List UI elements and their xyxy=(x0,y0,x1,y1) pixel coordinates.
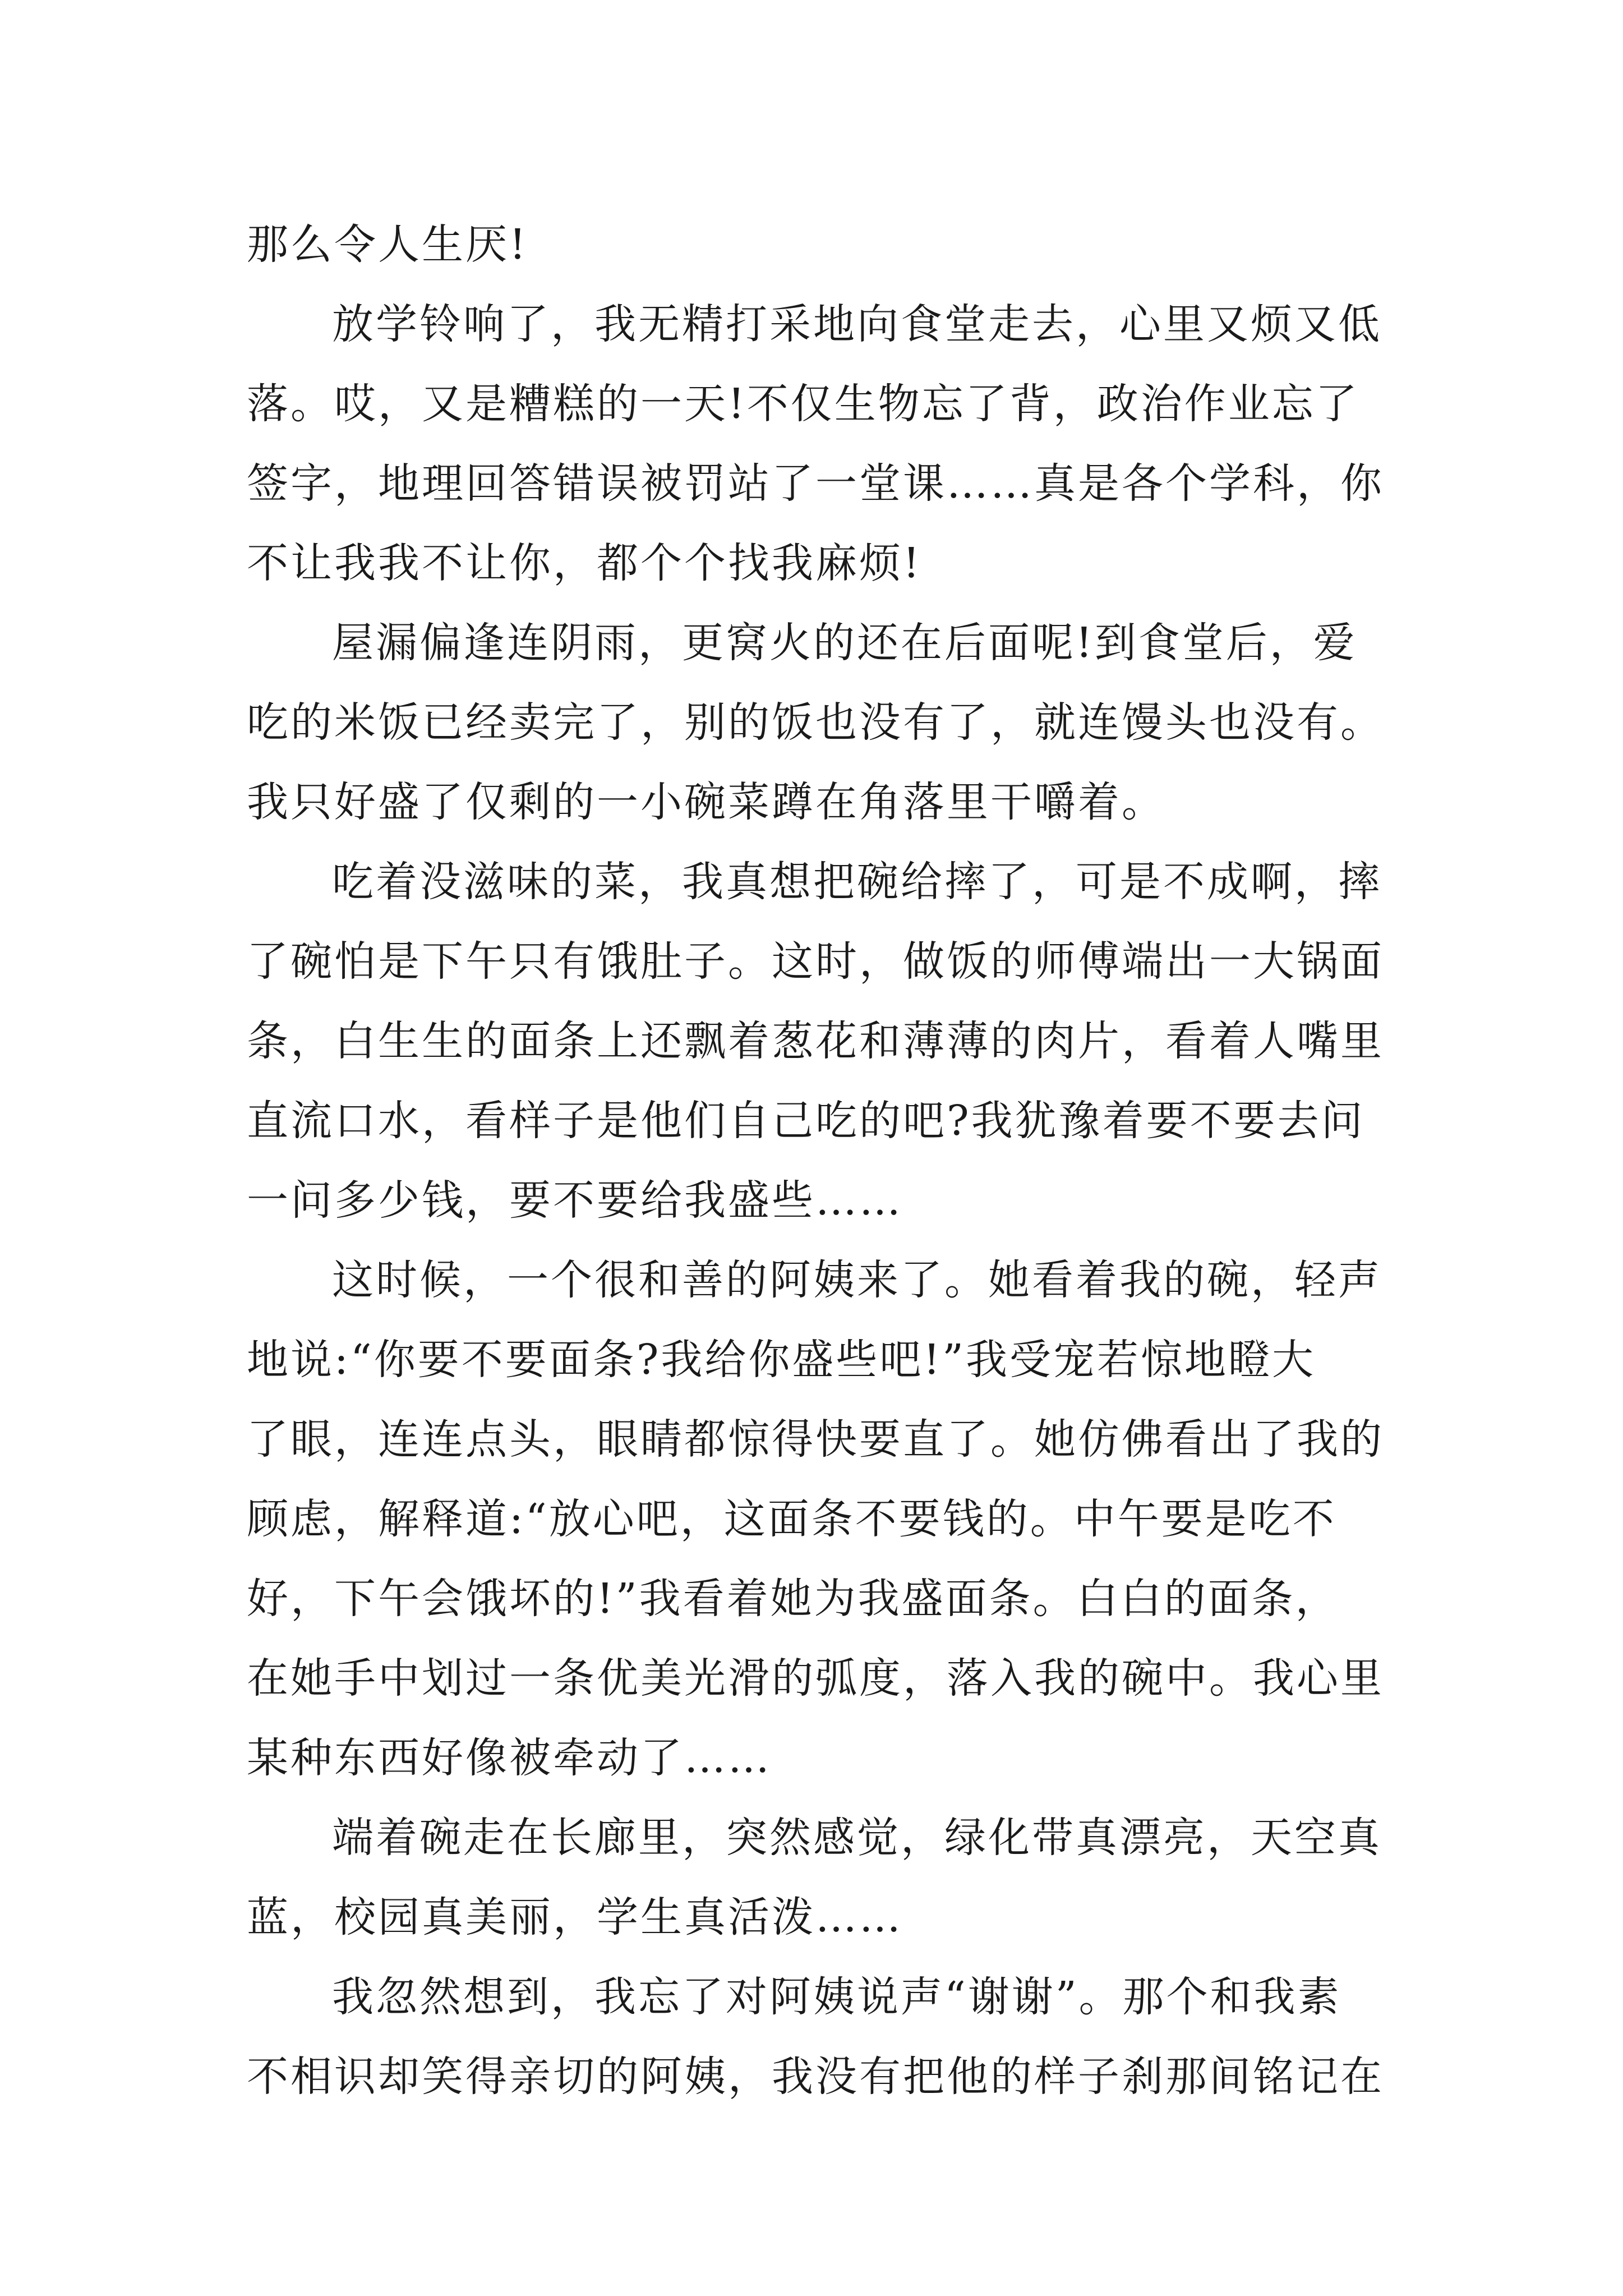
paragraph-start-line: 这时候，一个很和善的阿姨来了。她看着我的碗，轻声 xyxy=(332,1256,1382,1304)
body-text xyxy=(247,205,1402,2116)
text-line: 我只好盛了仅剩的一小碗菜蹲在角落里干嚼着。 xyxy=(247,778,1165,826)
text-line: 在她手中划过一条优美光滑的弧度，落入我的碗中。我心里 xyxy=(247,1654,1384,1703)
text-line: 那么令人生厌! xyxy=(247,220,528,269)
paragraph-start-line: 我忽然想到，我忘了对阿姨说声“谢谢”。那个和我素 xyxy=(332,1973,1341,2021)
text-line: 了眼，连连点头，眼睛都惊得快要直了。她仿佛看出了我的 xyxy=(247,1415,1384,1464)
paragraph-start-line: 放学铃响了，我无精打采地向食堂走去，心里又烦又低 xyxy=(332,300,1382,348)
paragraph-start-line: 吃着没滋味的菜，我真想把碗给摔了，可是不成啊，摔 xyxy=(332,858,1382,906)
text-line: 顾虑，解释道:“放心吧，这面条不要钱的。中午要是吃不 xyxy=(247,1495,1336,1543)
text-line: 地说:“你要不要面条?我给你盛些吧!”我受宠若惊地瞪大 xyxy=(247,1336,1316,1384)
paragraph-start-line: 端着碗走在长廊里，突然感觉，绿化带真漂亮，天空真 xyxy=(332,1814,1382,1862)
text-line: 某种东西好像被牵动了…… xyxy=(247,1734,772,1782)
text-line: 不相识却笑得亲切的阿姨，我没有把他的样子刹那间铭记在 xyxy=(247,2053,1384,2101)
text-line: 吃的米饭已经卖完了，别的饭也没有了，就连馒头也没有。 xyxy=(247,698,1384,747)
text-line: 不让我我不让你，都个个找我麻烦! xyxy=(247,539,922,587)
text-line: 直流口水，看样子是他们自己吃的吧?我犹豫着要不要去问 xyxy=(247,1097,1365,1145)
text-line: 条，白生生的面条上还飘着葱花和薄薄的肉片，看着人嘴里 xyxy=(247,1017,1384,1065)
text-line: 一问多少钱，要不要给我盛些…… xyxy=(247,1176,903,1225)
text-line: 签字，地理回答错误被罚站了一堂课……真是各个学科，你 xyxy=(247,459,1384,508)
text-line: 好，下午会饿坏的!”我看着她为我盛面条。白白的面条， xyxy=(247,1575,1339,1623)
paragraph-start-line: 屋漏偏逢连阴雨，更窝火的还在后面呢!到食堂后，爱 xyxy=(332,619,1357,667)
text-line: 落。哎，又是糟糕的一天!不仅生物忘了背，政治作业忘了 xyxy=(247,380,1359,428)
text-line: 蓝，校园真美丽，学生真活泼…… xyxy=(247,1893,903,1941)
text-line: 了碗怕是下午只有饿肚子。这时，做饭的师傅端出一大锅面 xyxy=(247,937,1384,986)
